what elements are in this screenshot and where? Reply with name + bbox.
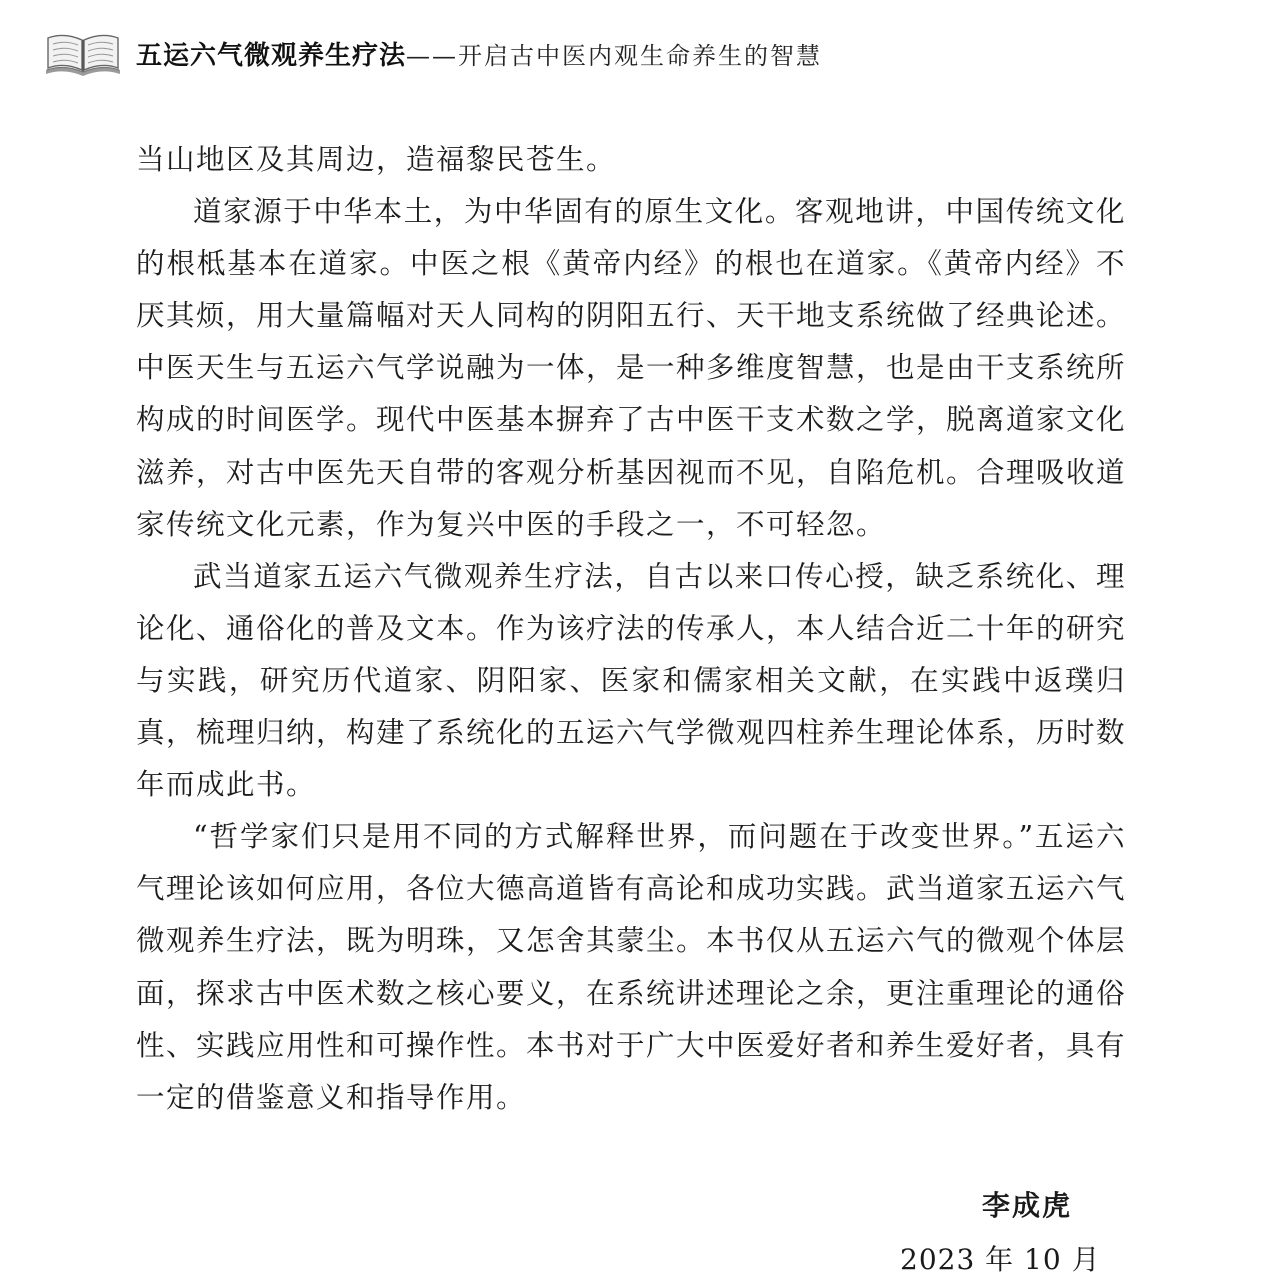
paragraph: 武当道家五运六气微观养生疗法，自古以来口传心授，缺乏系统化、理论化、通俗化的普及文本。作为该疗法的传承人，本人结合近二十年的研究与实践，研究历代道家、阴阳家、医家和儒家相关文献，在实践中返璞归真，梳理归纳，构建了系统化的五运六气学微观四柱养生理论体系，历时数年而成此书。 [136, 559, 1127, 802]
author-signature: 李成虎 [982, 1189, 1073, 1222]
book-title: 五运六气微观养生疗法 [136, 40, 407, 71]
preface-body [136, 134, 1126, 1124]
open-book-icon [42, 30, 124, 76]
signature-date: 2023 年 10 月 [900, 1243, 1101, 1276]
paragraph: 道家源于中华本土，为中华固有的原生文化。客观地讲，中国传统文化的根柢基本在道家。中医之根《黄帝内经》的根也在道家。《黄帝内经》不厌其烦，用大量篇幅对天人同构的阴阳五行、天干地支系统做了经典论述。中医天生与五运六气学说融为一体，是一种多维度智慧，也是由干支系统所构成的时间医学。现代中医基本摒弃了古中医干支术数之学，脱离道家文化滋养，对古中医先天自带的客观分析基因视而不见，自陷危机。合理吸收道家传统文化元素，作为复兴中医的手段之一，不可轻忽。 [136, 195, 1127, 541]
book-subtitle: ——开启古中医内观生命养生的智慧 [406, 41, 823, 70]
paragraph: “哲学家们只是用不同的方式解释世界，而问题在于改变世界。”五运六气理论该如何应用，各位大德高道皆有高论和成功实践。武当道家五运六气微观养生疗法，既为明珠，又怎舍其蒙尘。本书仅从五运六气的微观个体层面，探求古中医术数之核心要义，在系统讲述理论之余，更注重理论的通俗性、实践应用性和可操作性。本书对于广大中医爱好者和养生爱好者，具有一定的借鉴意义和指导作用。 [136, 820, 1127, 1114]
running-header [42, 28, 822, 78]
paragraph: 当山地区及其周边，造福黎民苍生。 [136, 143, 617, 176]
